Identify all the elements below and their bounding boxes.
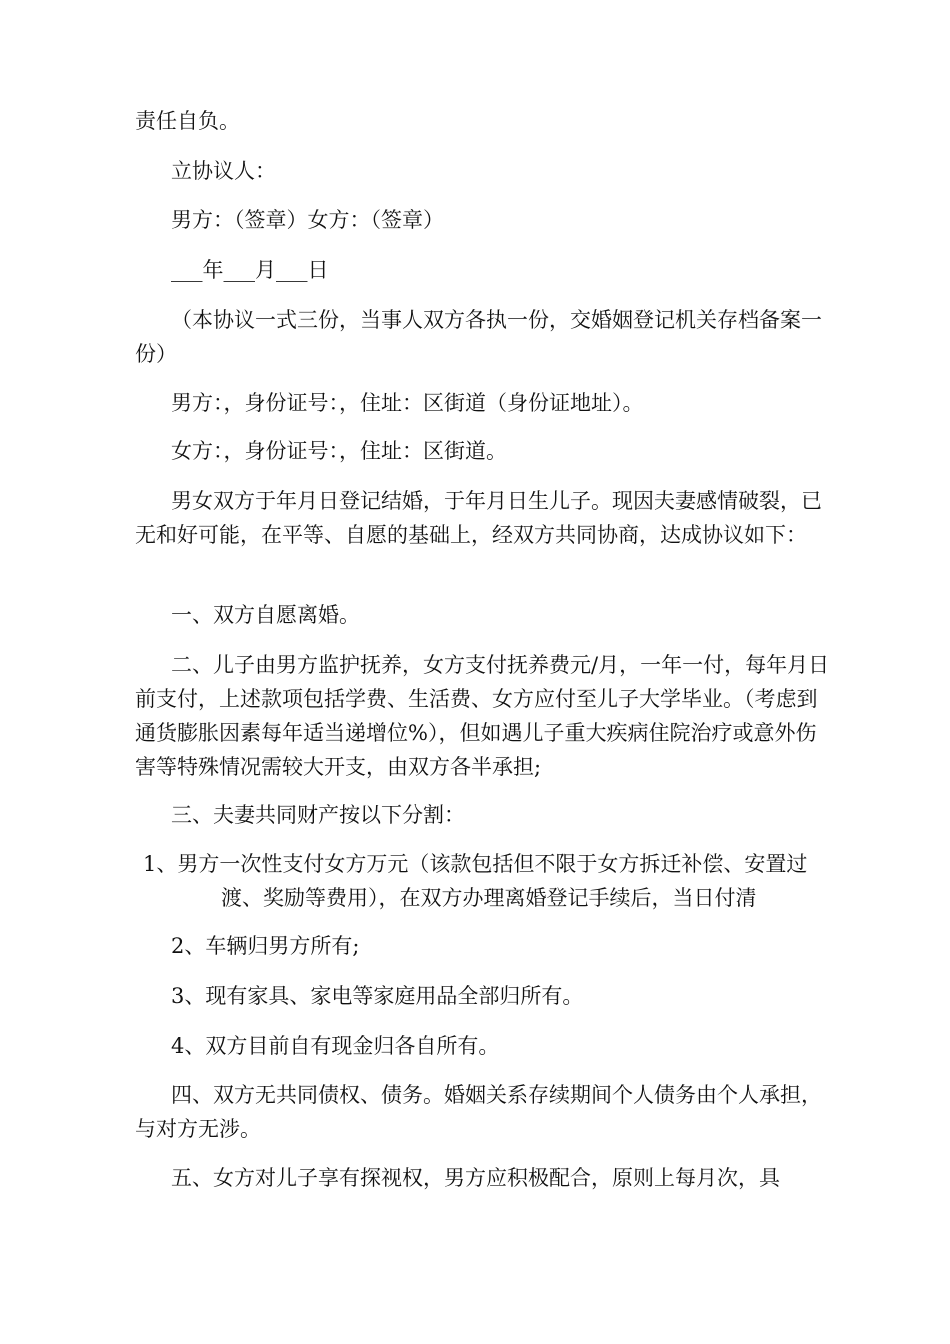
clause-2: 二、儿子由男方监护抚养，女方支付抚养费元/月，一年一付，每年月日前支付，上述款项包括学费、生活费、女方应付至儿子大学毕业。（考虑到通货膨胀因素每年适当递增位%），但如遇儿子重大疾病住院治疗或意外伤害等特殊情况需较大开支，由双方各半承担; — [135, 653, 830, 779]
clause-3-item-1: 1、男方一次性支付女方万元（该款包括但不限于女方拆迁补偿、安置过渡、奖励等费用），在双方办理离婚登记手续后，当日付清 — [143, 852, 808, 910]
clause-3-item-2: 2、车辆归男方所有; — [171, 934, 360, 958]
paragraph-female-party: 女方：，身份证号：，住址：区街道。 — [171, 439, 507, 463]
paragraph-preamble: 男女双方于年月日登记结婚，于年月日生儿子。现因夫妻感情破裂，已无和好可能，在平等、自愿的基础上，经双方共同协商，达成协议如下： — [135, 489, 822, 547]
clause-5: 五、女方对儿子享有探视权，男方应积极配合，原则上每月次，具 — [171, 1166, 780, 1190]
clause-4: 四、双方无共同债权、债务。婚姻关系存续期间个人债务由个人承担，与对方无涉。 — [135, 1083, 822, 1141]
paragraph-male-party: 男方：，身份证号：，住址：区街道（身份证地址）。 — [171, 391, 644, 415]
clause-3-item-3: 3、现有家具、家电等家庭用品全部归所有。 — [171, 984, 584, 1008]
clause-3: 三、夫妻共同财产按以下分割： — [171, 803, 465, 827]
paragraph-date-line: ___年___月___日 — [171, 258, 329, 282]
paragraph-signature-line: 男方：（签章）女方：（签章） — [171, 208, 444, 232]
paragraph-signatories: 立协议人： — [171, 159, 276, 183]
paragraph-copies-note: （本协议一式三份，当事人双方各执一份，交婚姻登记机关存档备案一份） — [135, 308, 822, 366]
paragraph-responsibility: 责任自负。 — [135, 109, 240, 133]
clause-3-item-4: 4、双方目前自有现金归各自所有。 — [171, 1034, 500, 1058]
clause-1: 一、双方自愿离婚。 — [171, 603, 360, 627]
